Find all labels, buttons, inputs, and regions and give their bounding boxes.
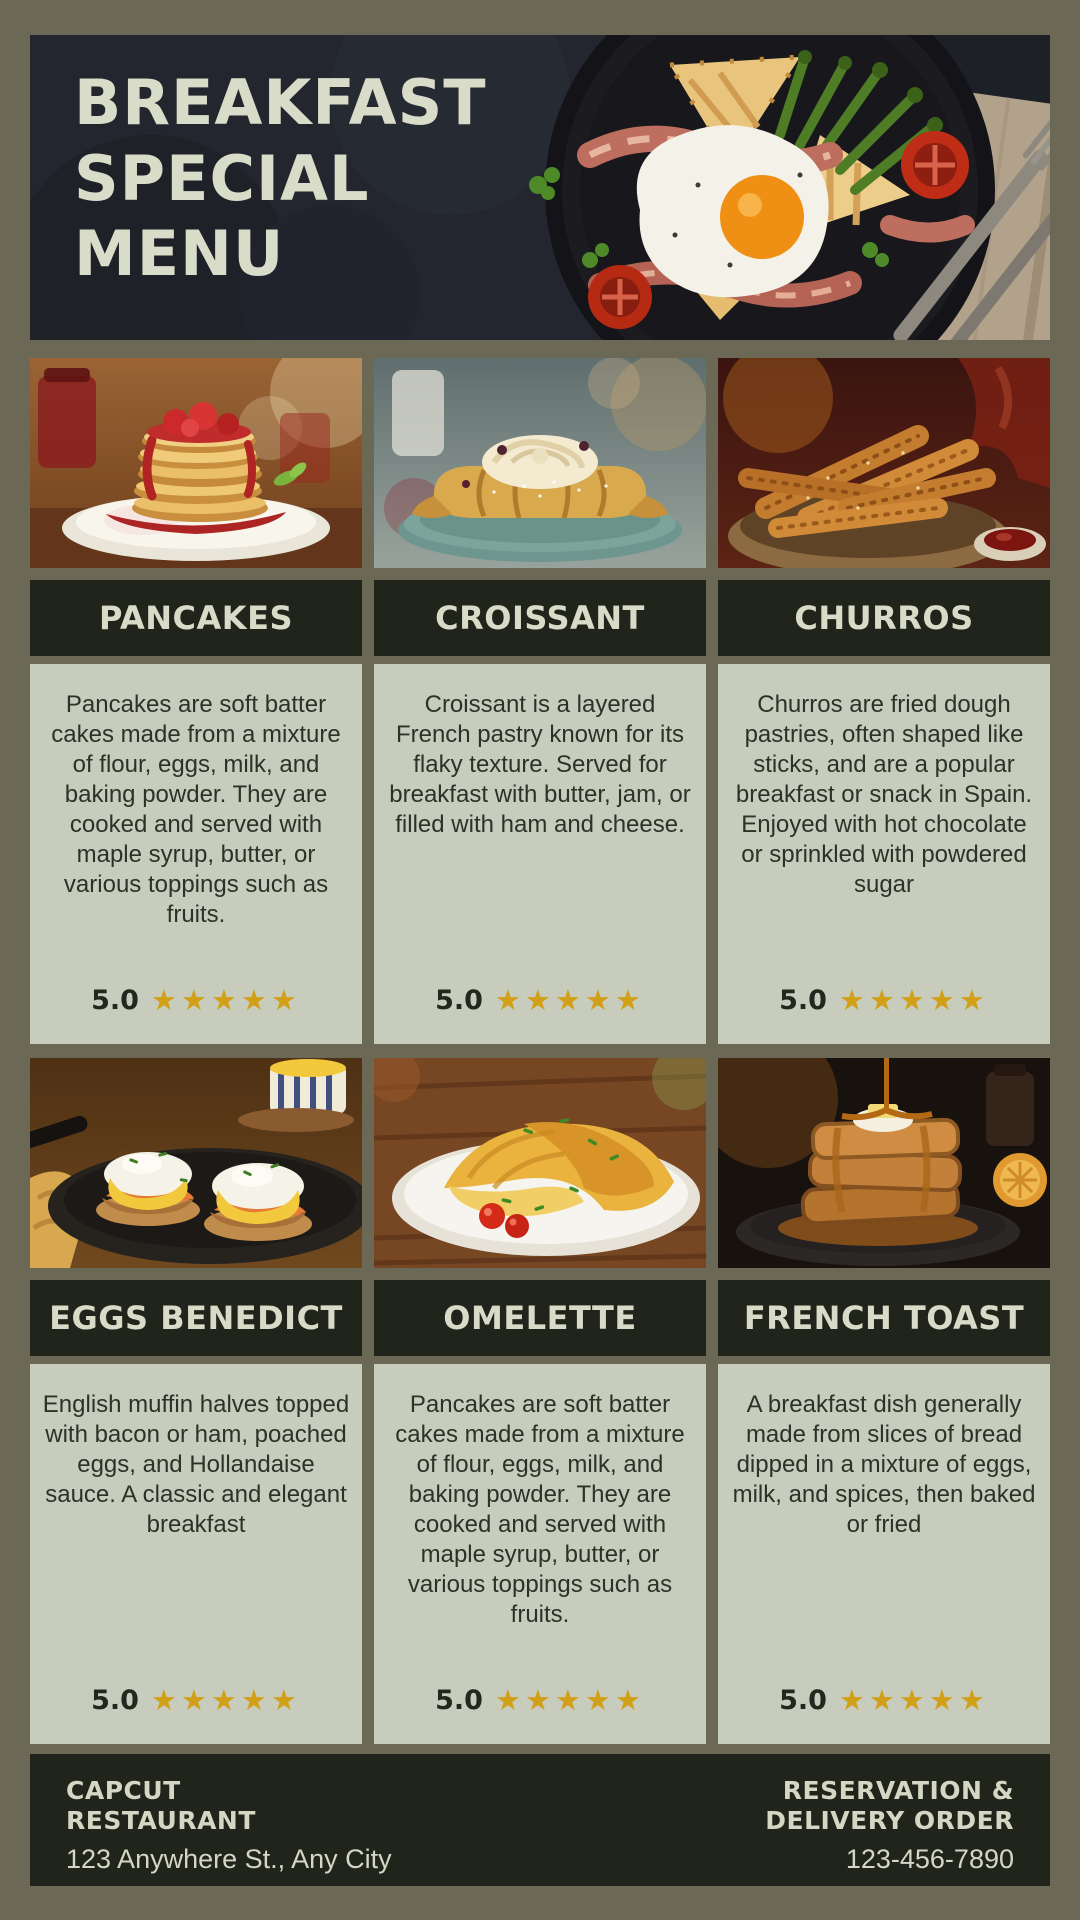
dish-title-eggs-benedict: EGGS BENEDICT bbox=[30, 1280, 362, 1356]
restaurant-info bbox=[66, 1776, 392, 1875]
dish-card-croissant bbox=[374, 664, 706, 1044]
dish-title-omelette: OMELETTE bbox=[374, 1280, 706, 1356]
french-toast-photo bbox=[718, 1058, 1050, 1268]
reservation-heading-line1: RESERVATION & bbox=[782, 1776, 1014, 1805]
star-rating-icons: ★★★★★ bbox=[150, 983, 301, 1017]
benedict-stack bbox=[96, 1152, 200, 1226]
phone-number: 123-456-7890 bbox=[845, 1844, 1014, 1874]
omelette-illustration bbox=[374, 1058, 706, 1268]
dish-french-toast bbox=[718, 1058, 1050, 1744]
benedict-stack bbox=[204, 1163, 312, 1241]
dish-title-croissant: CROISSANT bbox=[374, 580, 706, 656]
dish-card-french-toast bbox=[718, 1364, 1050, 1744]
dish-eggs-benedict bbox=[30, 1058, 362, 1744]
rating-value: 5.0 bbox=[779, 1685, 827, 1716]
restaurant-address: 123 Anywhere St., Any City bbox=[66, 1844, 392, 1874]
rating bbox=[730, 1685, 1038, 1716]
rating bbox=[42, 985, 350, 1016]
eggs-benedict-photo bbox=[30, 1058, 362, 1268]
star-rating-icons: ★★★★★ bbox=[838, 983, 989, 1017]
pancakes-illustration bbox=[30, 358, 362, 568]
star-rating-icons: ★★★★★ bbox=[150, 1683, 301, 1717]
reservation-heading bbox=[765, 1776, 1014, 1836]
dish-card-eggs-benedict bbox=[30, 1364, 362, 1744]
dish-description: Pancakes are soft batter cakes made from a mixture of flour, eggs, milk, and baking powder. They are cooked and served with maple syrup, butter, or various toppings such as fruits. bbox=[395, 1391, 685, 1628]
dish-omelette bbox=[374, 1058, 706, 1744]
footer-bar bbox=[30, 1754, 1050, 1886]
rating bbox=[730, 985, 1038, 1016]
rating bbox=[386, 1685, 694, 1716]
churros-illustration bbox=[718, 358, 1050, 568]
title-line-1: BREAKFAST bbox=[74, 66, 487, 139]
dish-description: Churros are fried dough pastries, often shaped like sticks, and are a popular breakfast or snack in Spain. Enjoyed with hot chocolate or sprinkled with powdered sugar bbox=[735, 691, 1033, 898]
star-rating-icons: ★★★★★ bbox=[494, 983, 645, 1017]
french-toast-illustration bbox=[718, 1058, 1050, 1268]
title-line-2: SPECIAL bbox=[74, 141, 370, 215]
title-line-3: MENU bbox=[74, 217, 285, 291]
omelette-photo bbox=[374, 1058, 706, 1268]
rating-value: 5.0 bbox=[435, 1685, 483, 1716]
pancakes-photo bbox=[30, 358, 362, 568]
star-rating-icons: ★★★★★ bbox=[494, 1683, 645, 1717]
dish-churros bbox=[718, 358, 1050, 1044]
reservation-heading-line2: DELIVERY ORDER bbox=[765, 1806, 1014, 1835]
menu-grid bbox=[30, 358, 1050, 1744]
rating-value: 5.0 bbox=[435, 985, 483, 1016]
dish-description: Pancakes are soft batter cakes made from a mixture of flour, eggs, milk, and baking powder. They are cooked and served with maple syrup, butter, or various toppings such as fruits. bbox=[51, 691, 341, 928]
rating-value: 5.0 bbox=[91, 1685, 139, 1716]
rating bbox=[386, 985, 694, 1016]
dish-description: Croissant is a layered French pastry known for its flaky texture. Served for breakfast with butter, jam, or filled with ham and cheese. bbox=[389, 691, 691, 838]
dish-card-omelette bbox=[374, 1364, 706, 1744]
dish-pancakes bbox=[30, 358, 362, 1044]
reservation-info bbox=[765, 1776, 1014, 1875]
churros-photo bbox=[718, 358, 1050, 568]
rating-value: 5.0 bbox=[779, 985, 827, 1016]
dish-title-pancakes: PANCAKES bbox=[30, 580, 362, 656]
dish-croissant bbox=[374, 358, 706, 1044]
dish-title-churros: CHURROS bbox=[718, 580, 1050, 656]
star-rating-icons: ★★★★★ bbox=[838, 1683, 989, 1717]
restaurant-name bbox=[66, 1776, 392, 1836]
croissant-photo bbox=[374, 358, 706, 568]
rating-value: 5.0 bbox=[91, 985, 139, 1016]
dish-description: A breakfast dish generally made from slices of bread dipped in a mixture of eggs, milk, and spices, then baked or fried bbox=[732, 1391, 1036, 1538]
page-title bbox=[30, 35, 1050, 292]
croissant-illustration bbox=[374, 358, 706, 568]
restaurant-name-line1: CAPCUT bbox=[66, 1776, 181, 1805]
eggs-benedict-illustration bbox=[30, 1058, 362, 1268]
rating bbox=[42, 1685, 350, 1716]
restaurant-name-line2: RESTAURANT bbox=[66, 1806, 256, 1835]
dish-title-french-toast: FRENCH TOAST bbox=[718, 1280, 1050, 1356]
header-banner bbox=[30, 35, 1050, 340]
dish-card-churros bbox=[718, 664, 1050, 1044]
dish-description: English muffin halves topped with bacon or ham, poached eggs, and Hollandaise sauce. A classic and elegant breakfast bbox=[42, 1391, 350, 1538]
dish-card-pancakes bbox=[30, 664, 362, 1044]
